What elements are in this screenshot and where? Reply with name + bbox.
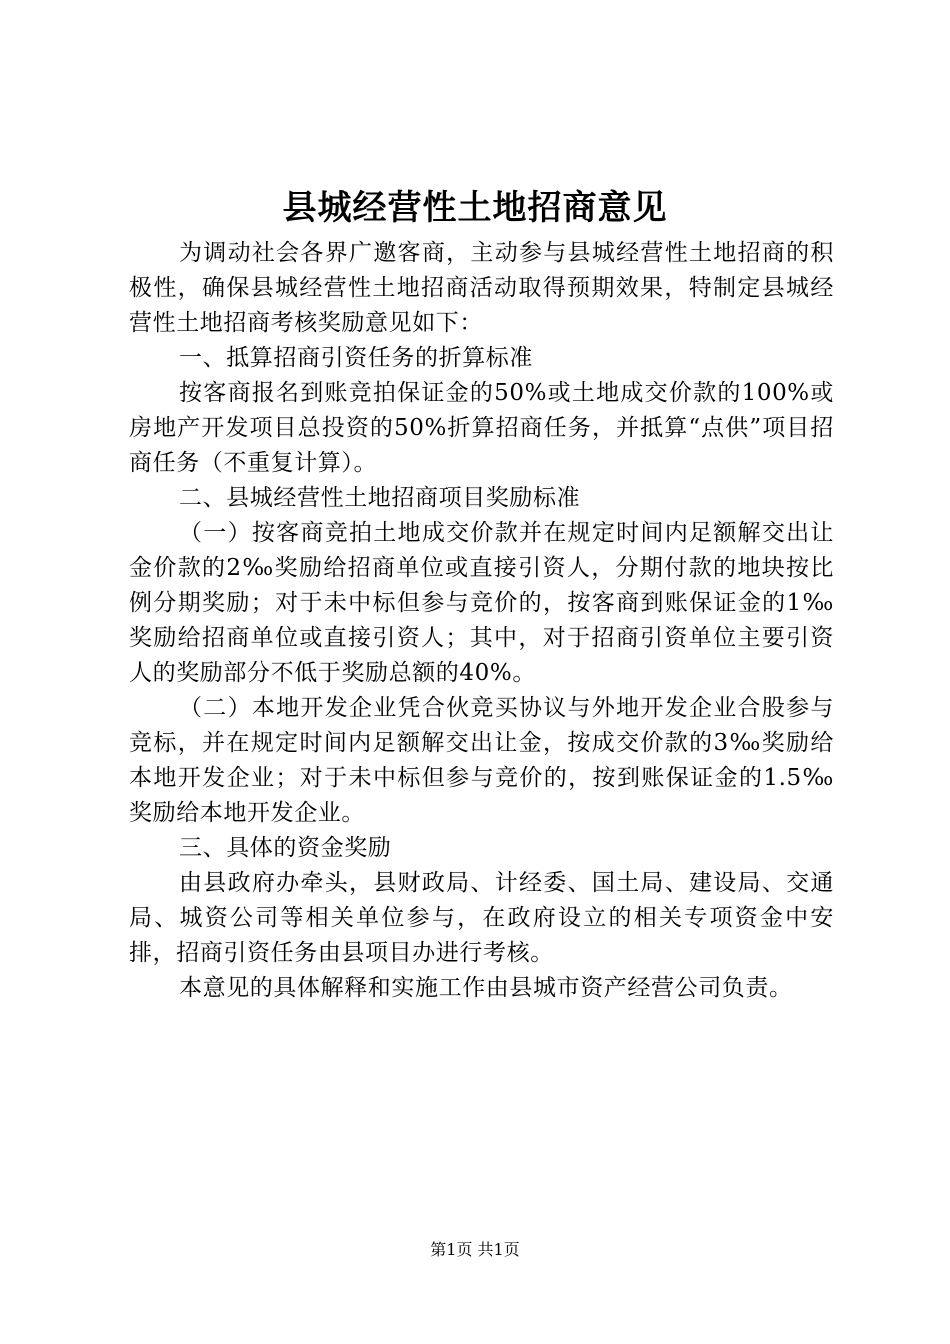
document-title: 县城经营性土地招商意见: [282, 188, 668, 228]
paragraph-section-2-item-1: （一）按客商竞拍土地成交价款并在规定时间内足额解交出让金价款的2‰奖励给招商单位或直接引资人，分期付款的地块按比例分期奖励；对于未中标但参与竞价的，按客商到账保证金的1‰奖励给招商单位或直接引资人；其中，对于招商引资单位主要引资人的奖励部分不低于奖励总额的40%。: [129, 520, 834, 686]
paragraph-closing: 本意见的具体解释和实施工作由县城市资产经营公司负责。: [179, 975, 793, 1001]
paragraph-intro: 为调动社会各界广邀客商，主动参与县城经营性土地招商的积极性，确保县城经营性土地招商活动取得预期效果，特制定县城经营性土地招商考核奖励意见如下：: [129, 240, 834, 336]
section-heading-1: 一、抵算招商引资任务的折算标准: [179, 345, 533, 371]
document-body: [129, 236, 834, 1006]
paragraph-section-2-item-2: （二）本地开发企业凭合伙竞买协议与外地开发企业合股参与竞标，并在规定时间内足额解交出让金，按成交价款的3‰奖励给本地开发企业；对于未中标但参与竞价的，按到账保证金的1.5‰奖励给本地开发企业。: [129, 695, 834, 826]
section-heading-3: 三、具体的资金奖励: [179, 835, 392, 861]
paragraph-section-1: 按客商报名到账竞拍保证金的50%或土地成交价款的100%或房地产开发项目总投资的50%折算招商任务，并抵算“点供”项目招商任务（不重复计算）。: [129, 380, 834, 476]
paragraph-section-3: 由县政府办牵头，县财政局、计经委、国土局、建设局、交通局、城资公司等相关单位参与，在政府设立的相关专项资金中安排，招商引资任务由县项目办进行考核。: [129, 870, 834, 966]
page-footer: 第1页 共1页: [430, 1240, 520, 1259]
section-heading-2: 二、县城经营性土地招商项目奖励标准: [179, 485, 581, 511]
